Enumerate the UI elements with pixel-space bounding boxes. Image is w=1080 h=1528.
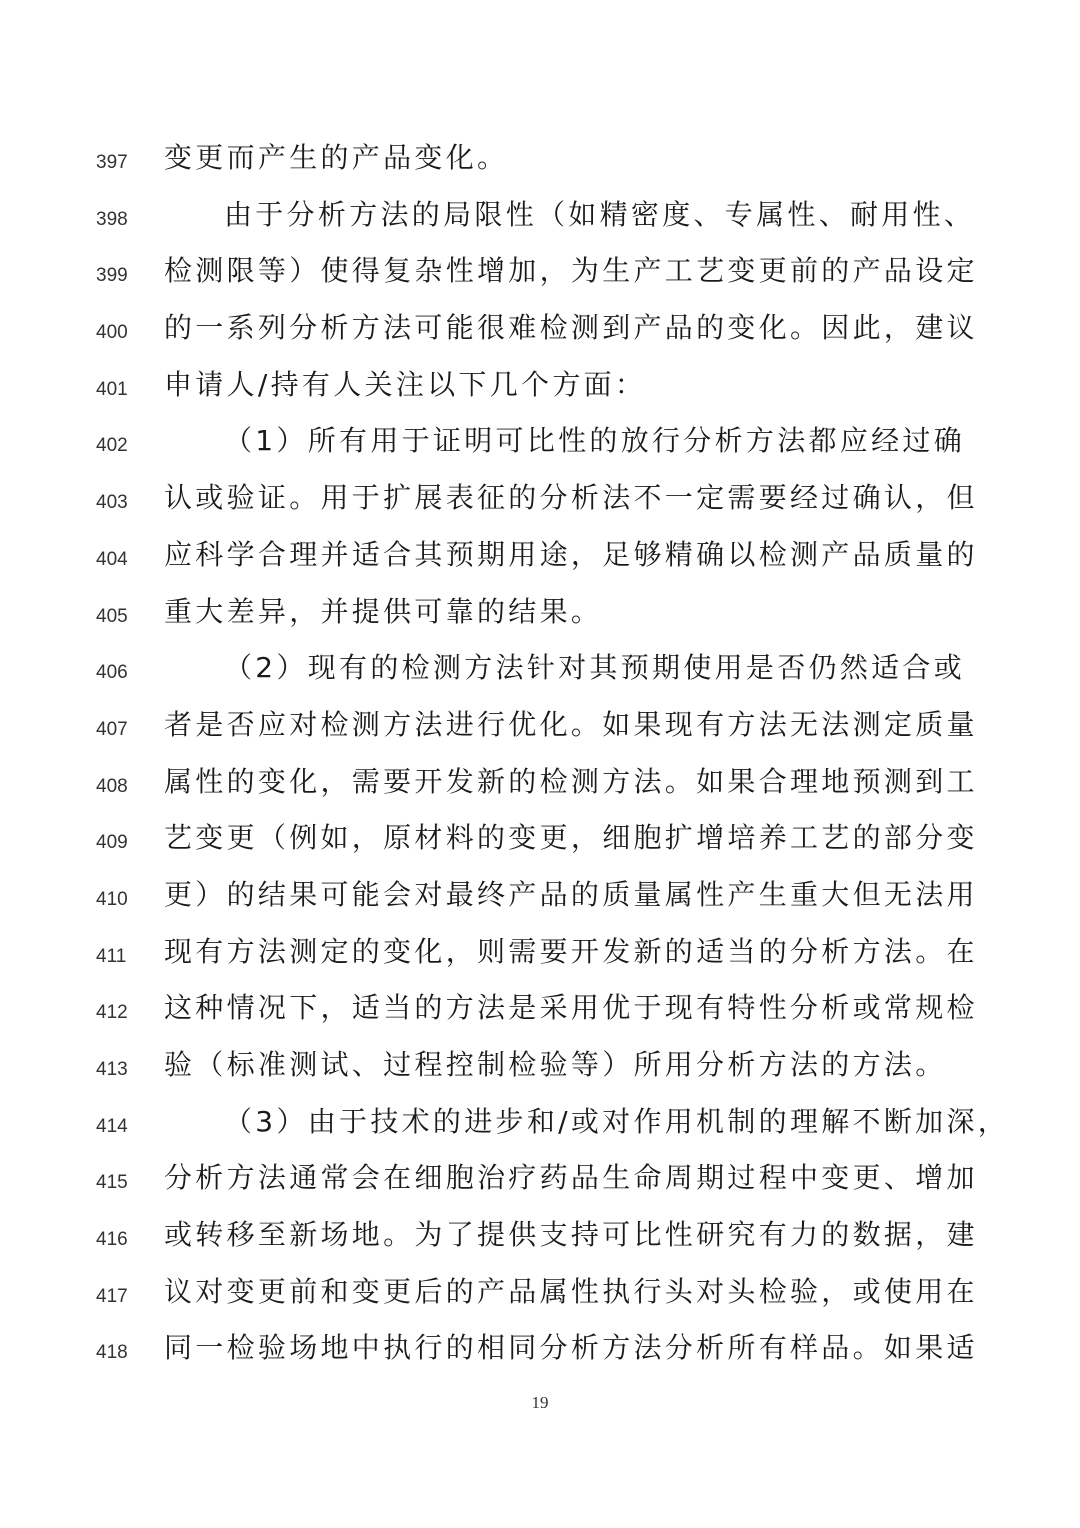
page-number: 19 [531, 1393, 549, 1412]
line-text: 检测限等）使得复杂性增加，为生产工艺变更前的产品设定 [164, 254, 978, 288]
text-line [0, 302, 1080, 359]
line-text: 的一系列分析方法可能很难检测到产品的变化。因此，建议 [164, 311, 978, 345]
document-body [0, 132, 1080, 1379]
text-line [0, 189, 1080, 246]
line-text: 变更而产生的产品变化。 [164, 141, 509, 174]
text-line [0, 926, 1080, 983]
line-number: 405 [96, 605, 128, 627]
line-number: 403 [96, 492, 128, 514]
line-text: 重大差异，并提供可靠的结果。 [164, 594, 603, 628]
line-number: 406 [96, 662, 128, 684]
line-text: 验（标准测试、过程控制检验等）所用分析方法的方法。 [164, 1048, 947, 1081]
line-number: 413 [96, 1059, 128, 1080]
line-text: 这种情况下，适当的方法是采用优于现有特性分析或常规检 [164, 991, 978, 1025]
text-line [0, 982, 1080, 1039]
line-number: 410 [96, 888, 128, 910]
line-text: （3）由于技术的进步和/或对作用机制的理解不断加深， [224, 1104, 1010, 1138]
line-number: 404 [96, 548, 128, 570]
line-number: 417 [96, 1285, 128, 1307]
line-number: 402 [96, 435, 128, 457]
text-line [0, 132, 1080, 189]
line-text: 属性的变化，需要开发新的检测方法。如果合理地预测到工 [164, 764, 978, 798]
line-text: 申请人/持有人关注以下几个方面： [164, 367, 647, 401]
line-text: 认或验证。用于扩展表征的分析法不一定需要经过确认，但 [164, 481, 978, 515]
line-text: 或转移至新场地。为了提供支持可比性研究有力的数据，建 [164, 1218, 978, 1252]
text-line [0, 529, 1080, 586]
text-line [0, 1266, 1080, 1323]
text-line [0, 1152, 1080, 1209]
line-number: 414 [96, 1115, 128, 1137]
text-line [0, 642, 1080, 699]
line-text: （2）现有的检测方法针对其预期使用是否仍然适合或 [224, 651, 966, 685]
text-line [0, 359, 1080, 416]
text-line [0, 869, 1080, 926]
line-text: 艺变更（例如，原材料的变更，细胞扩增培养工艺的部分变 [164, 821, 978, 855]
line-text: 分析方法通常会在细胞治疗药品生命周期过程中变更、增加 [164, 1161, 978, 1195]
text-line [0, 586, 1080, 643]
text-line [0, 756, 1080, 813]
line-number: 407 [96, 718, 128, 740]
line-number: 408 [96, 775, 128, 797]
line-text: 由于分析方法的局限性（如精密度、专属性、耐用性、 [224, 197, 976, 231]
text-line [0, 699, 1080, 756]
line-number: 415 [96, 1172, 128, 1194]
line-number: 411 [96, 945, 127, 967]
line-number: 400 [96, 322, 128, 344]
text-line [0, 812, 1080, 869]
text-line [0, 1039, 1080, 1096]
line-text: 应科学合理并适合其预期用途，足够精确以检测产品质量的 [164, 537, 978, 571]
text-line [0, 1209, 1080, 1266]
line-text: 更）的结果可能会对最终产品的质量属性产生重大但无法用 [164, 877, 978, 911]
line-number: 398 [96, 208, 128, 230]
text-line [0, 245, 1080, 302]
line-number: 401 [96, 378, 128, 400]
line-number: 397 [96, 152, 128, 173]
line-text: 同一检验场地中执行的相同分析方法分析所有样品。如果适 [164, 1331, 978, 1365]
line-text: （1）所有用于证明可比性的放行分析方法都应经过确 [224, 424, 966, 458]
line-number: 416 [96, 1229, 128, 1251]
line-text: 现有方法测定的变化，则需要开发新的适当的分析方法。在 [164, 934, 978, 968]
line-text: 议对变更前和变更后的产品属性执行头对头检验，或使用在 [164, 1274, 978, 1308]
line-text: 者是否应对检测方法进行优化。如果现有方法无法测定质量 [164, 707, 978, 741]
text-line [0, 415, 1080, 472]
text-line [0, 1322, 1080, 1379]
line-number: 418 [96, 1342, 128, 1364]
text-line [0, 1096, 1080, 1153]
text-line [0, 472, 1080, 529]
line-number: 409 [96, 832, 128, 854]
line-number: 399 [96, 265, 128, 287]
line-number: 412 [96, 1002, 128, 1024]
